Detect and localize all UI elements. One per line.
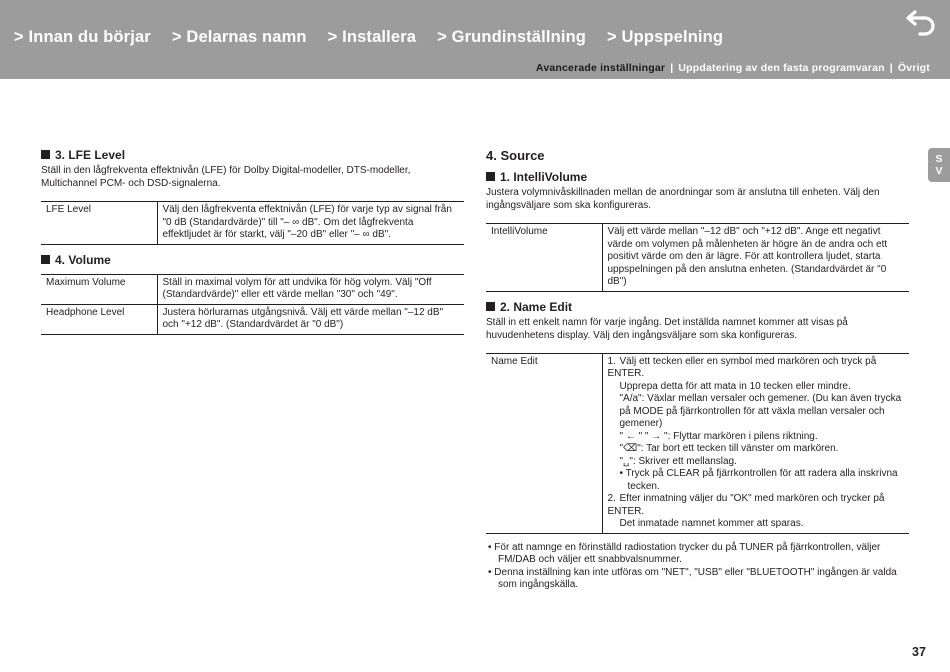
- note-item: • Denna inställning kan inte utföras om "NET", "USB" eller "BLUETOOTH" ingången är valda som ingångskälla.: [488, 566, 897, 590]
- name-edit-description: Ställ in ett enkelt namn för varje ingång. Det inställda namnet kommer att visas på huvudenhetens display. Välj den ingångsväljare som ska konfigureras.: [486, 316, 848, 341]
- step-list: [608, 356, 905, 531]
- setting-description: [602, 353, 909, 533]
- section-heading-intellivolume: 1. IntelliVolume: [486, 170, 909, 185]
- step-line: "⌫": Tar bort ett tecken till vänster om markören.: [619, 443, 839, 454]
- intellivolume-description: Justera volymnivåskillnaden mellan de anordningar som är anslutna till enheten. Välj den ingångsväljare som ska konfigureras.: [486, 187, 880, 211]
- source-heading: 4. Source: [486, 148, 545, 163]
- notes-list: [486, 542, 909, 592]
- setting-name: Name Edit: [486, 353, 602, 533]
- language-letter: V: [935, 165, 943, 177]
- step-text: Välj ett tecken eller en symbol med markören och tryck på ENTER.: [607, 355, 877, 379]
- subnav-separator: |: [889, 62, 893, 74]
- return-arrow-icon[interactable]: [906, 8, 938, 36]
- setting-name: Headphone Level: [41, 304, 157, 334]
- step-item: [608, 356, 905, 494]
- right-column: [486, 148, 909, 592]
- nav-link-before-start[interactable]: > Innan du börjar: [14, 28, 151, 46]
- name-edit-table: [486, 353, 909, 534]
- intellivolume-table: [486, 223, 909, 292]
- setting-name: IntelliVolume: [486, 224, 602, 292]
- table-row: [41, 274, 464, 304]
- top-banner: [0, 0, 950, 79]
- table-row: [486, 353, 909, 533]
- section-heading-lfe: 3. LFE Level: [41, 148, 464, 163]
- step-number: 1.: [607, 355, 616, 367]
- step-line: Det inmatade namnet kommer att sparas.: [619, 518, 804, 529]
- step-number: 2.: [607, 493, 616, 504]
- setting-description: Välj den lågfrekventa effektnivån (LFE) för varje typ av signal från "0 dB (Standardvärde)" till "– ∞ dB". Om det lågfrekventa effektljudet är för starkt, välj "–20 dB" eller "– ∞ dB".: [157, 202, 464, 245]
- setting-description: Ställ in maximal volym för att undvika för hög volym. Välj "Off (Standardvärde)" eller ett värde mellan "30" och "49".: [157, 274, 464, 304]
- setting-description: Justera hörlurarnas utgångsnivå. Välj ett värde mellan "–12 dB" och "+12 dB". (Standardvärdet är "0 dB"): [157, 304, 464, 334]
- square-bullet-icon: [41, 255, 50, 264]
- step-item: [608, 493, 905, 531]
- square-bullet-icon: [486, 302, 495, 311]
- lfe-description: Ställ in den lågfrekventa effektnivån (LFE) för Dolby Digital-modeller, DTS-modeller, Multichannel PCM- och DSD-signalerna.: [41, 165, 411, 189]
- main-nav: [14, 28, 744, 47]
- volume-settings-table: [41, 274, 464, 335]
- table-row: [486, 224, 909, 292]
- setting-description: Välj ett värde mellan "–12 dB" och "+12 dB". Ange ett negativt värde om volymen på målenheten är högre än de andra och ett positivt värde om den är lägre. För att kontrollera ljudet, starta uppspelningen på den anslutna enheten. (Standardvärdet är "0 dB"): [602, 224, 909, 292]
- table-row: [41, 202, 464, 245]
- square-bullet-icon: [486, 172, 495, 181]
- language-tab: [928, 148, 950, 182]
- nav-link-initial-setup[interactable]: > Grundinställning: [437, 28, 587, 46]
- sub-nav: [536, 62, 930, 74]
- subnav-current-advanced[interactable]: Avancerade inställningar: [535, 62, 666, 74]
- setting-name: LFE Level: [41, 202, 157, 245]
- lfe-settings-table: [41, 201, 464, 245]
- language-letter: S: [935, 153, 943, 165]
- section-heading-volume: 4. Volume: [41, 253, 464, 268]
- setting-name: Maximum Volume: [41, 274, 157, 304]
- step-line: Upprepa detta för att mata in 10 tecken eller mindre.: [619, 380, 851, 392]
- subnav-other[interactable]: Övrigt: [897, 62, 930, 74]
- subnav-separator: |: [670, 62, 674, 74]
- step-line: "A/a": Växlar mellan versaler och gemener. (Du kan även trycka på MODE på fjärrkontrollen för att växla mellan versaler och gemener): [619, 393, 902, 429]
- step-text: Efter inmatning väljer du "OK" med markören och trycker på ENTER.: [607, 493, 885, 517]
- left-column: [41, 148, 464, 335]
- nav-link-playback[interactable]: > Uppspelning: [607, 28, 724, 46]
- section-heading-name-edit: 2. Name Edit: [486, 300, 909, 315]
- step-line: "␣": Skriver ett mellanslag.: [619, 455, 737, 467]
- step-bullet: • Tryck på CLEAR på fjärrkontrollen för att radera alla inskrivna tecken.: [619, 468, 898, 492]
- nav-link-part-names[interactable]: > Delarnas namn: [171, 28, 307, 46]
- page-number: 37: [912, 645, 926, 659]
- note-item: • För att namnge en förinställd radiostation trycker du på TUNER på fjärrkontrollen, väljer FM/DAB och väljer ett snabbvalsnummer.: [488, 541, 881, 565]
- subnav-firmware-update[interactable]: Uppdatering av den fasta programvaran: [678, 62, 885, 74]
- nav-link-install[interactable]: > Installera: [327, 28, 417, 46]
- step-line: " ← " " → ": Flyttar markören i pilens riktning.: [619, 430, 818, 442]
- square-bullet-icon: [41, 150, 50, 159]
- table-row: [41, 304, 464, 334]
